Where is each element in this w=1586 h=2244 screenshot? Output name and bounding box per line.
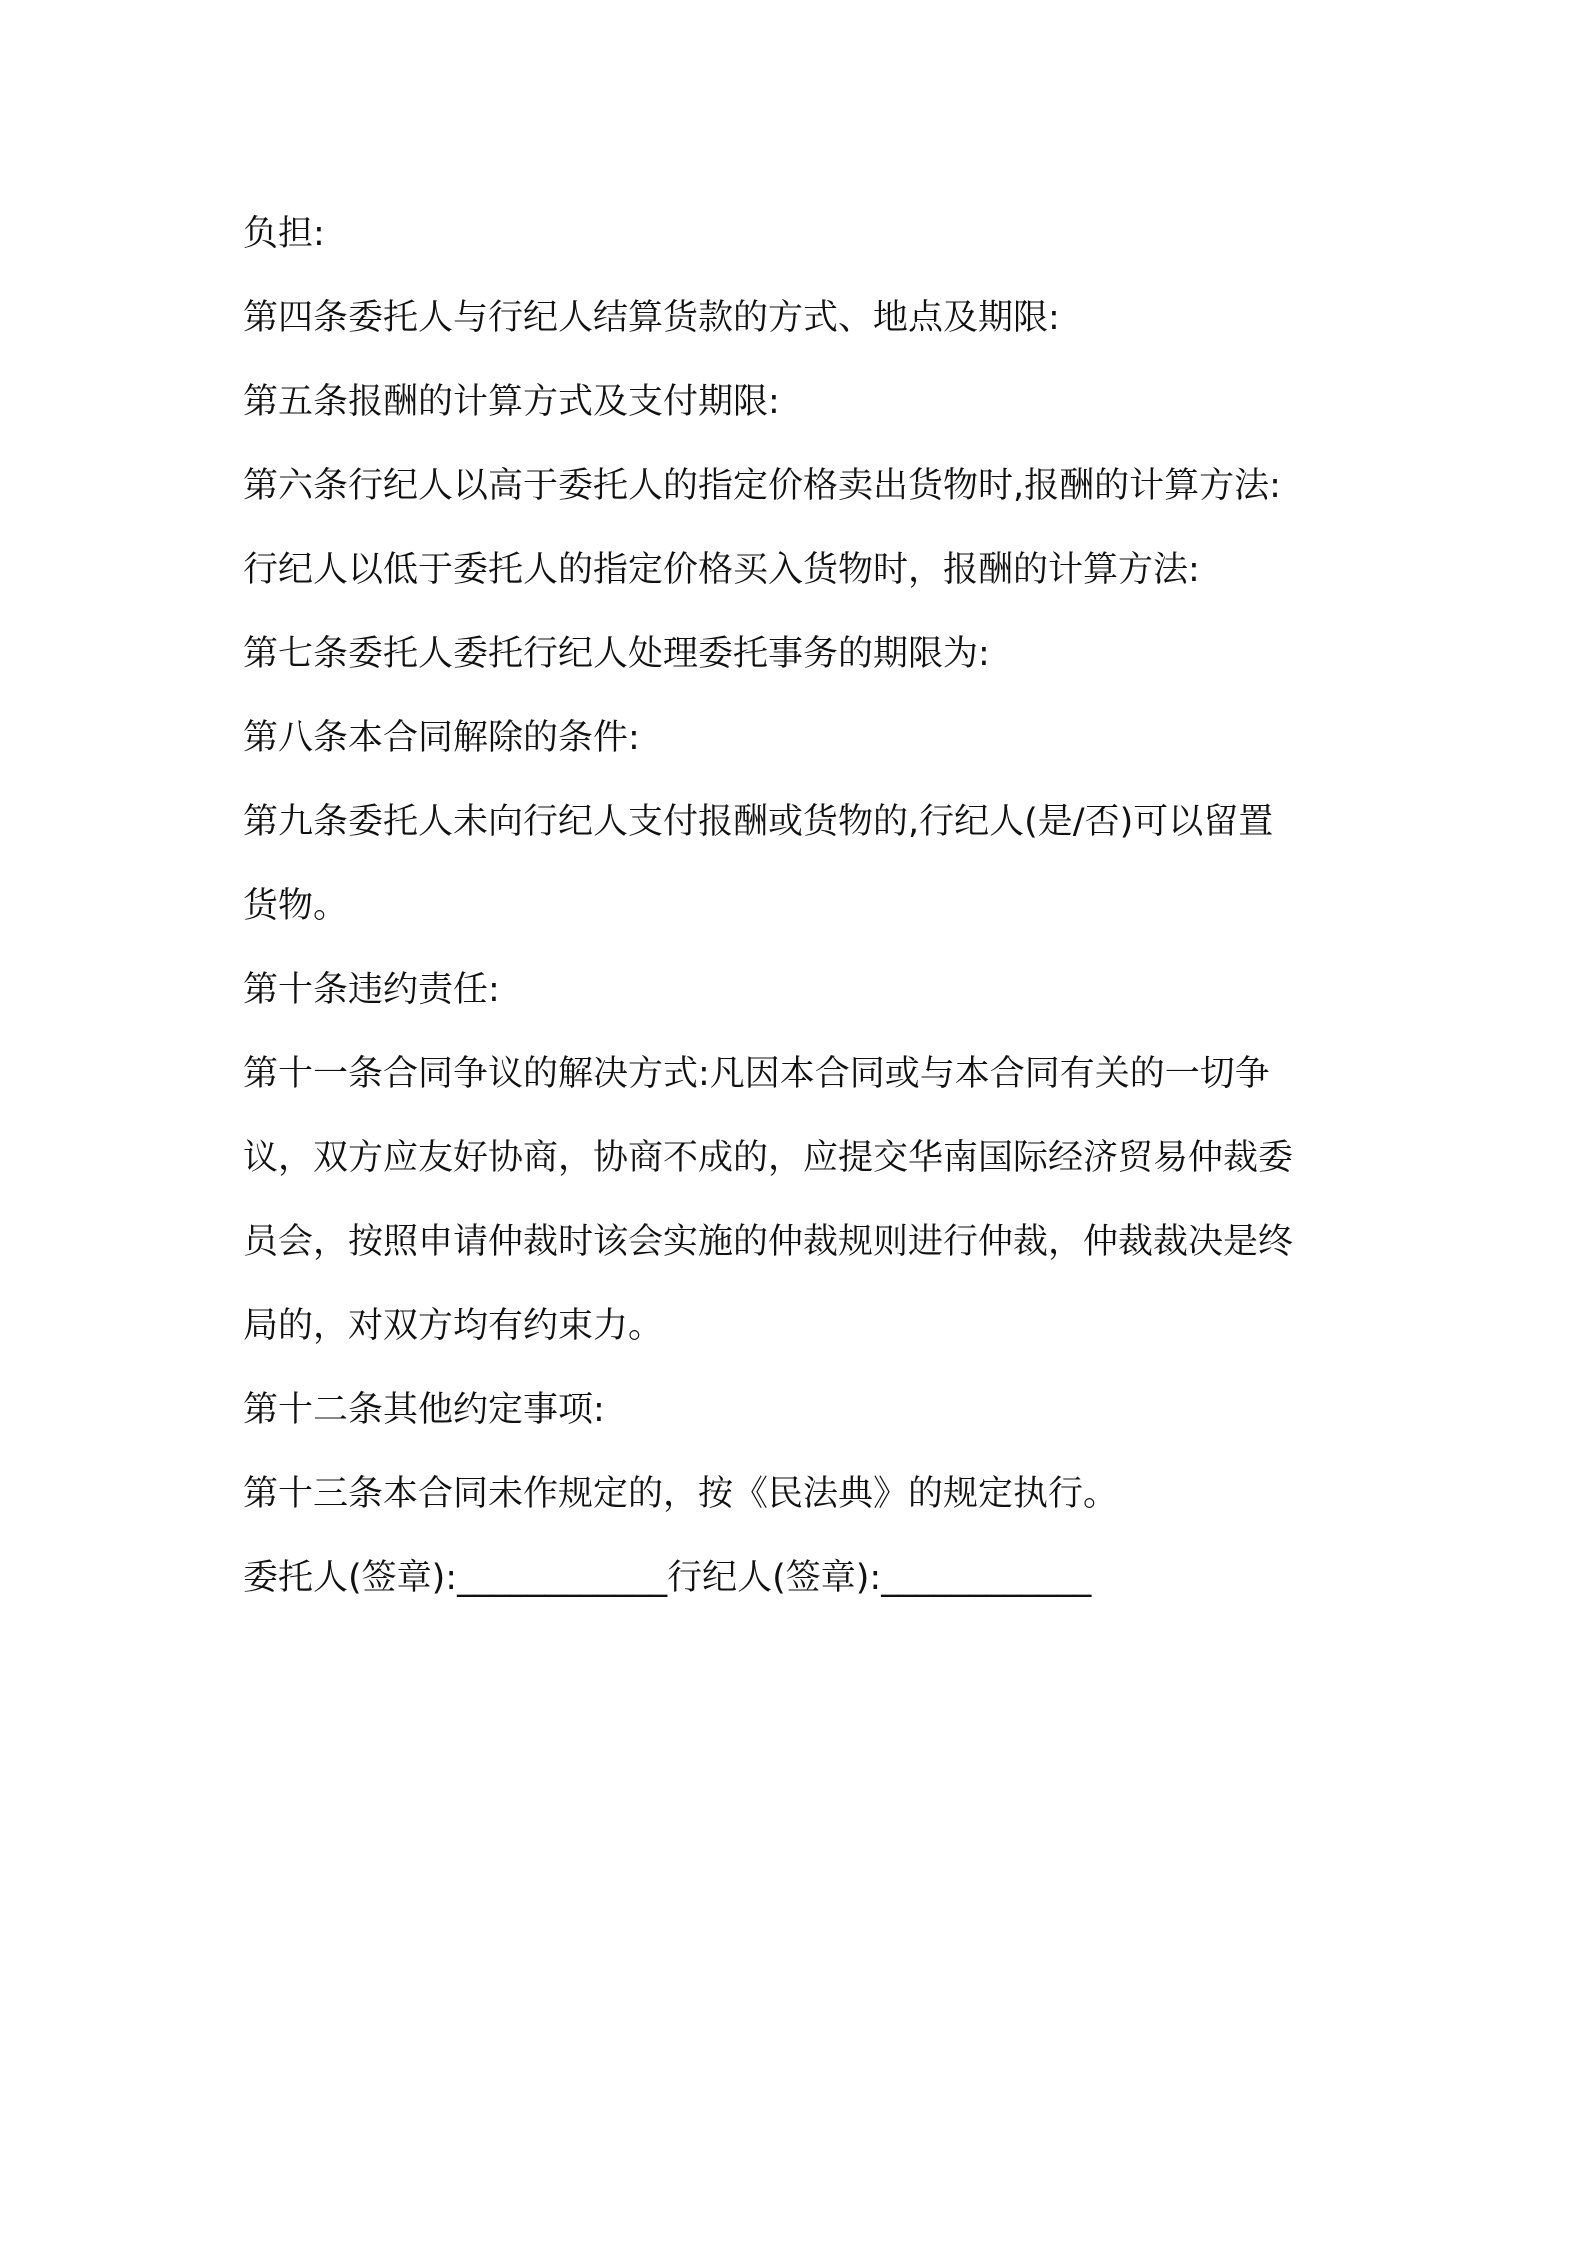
article-11-dispute-cont-2: 员会，按照申请仲裁时该会实施的仲裁规则进行仲裁，仲裁裁决是终 <box>243 1222 1294 1262</box>
article-6-sell-price: 第六条行纪人以高于委托人的指定价格卖出货物时,报酬的计算方法: <box>243 466 1281 506</box>
article-10-liability: 第十条违约责任: <box>243 970 500 1010</box>
article-9-lien-cont: 货物。 <box>243 886 349 926</box>
signature-line: 委托人(签章):____________行纪人(签章):____________ <box>243 1558 1092 1598</box>
article-13-civil-code: 第十三条本合同未作规定的，按《民法典》的规定执行。 <box>243 1474 1119 1514</box>
article-11-dispute: 第十一条合同争议的解决方式:凡因本合同或与本合同有关的一切争 <box>243 1054 1270 1094</box>
article-11-dispute-cont-3: 局的，对双方均有约束力。 <box>243 1306 664 1346</box>
article-6-buy-price: 行纪人以低于委托人的指定价格买入货物时，报酬的计算方法: <box>243 550 1200 590</box>
article-12-other: 第十二条其他约定事项: <box>243 1390 605 1430</box>
article-9-lien: 第九条委托人未向行纪人支付报酬或货物的,行纪人(是/否)可以留置 <box>243 802 1274 842</box>
article-4-settlement: 第四条委托人与行纪人结算货款的方式、地点及期限: <box>243 298 1060 338</box>
article-8-termination: 第八条本合同解除的条件: <box>243 718 640 758</box>
article-7-term: 第七条委托人委托行纪人处理委托事务的期限为: <box>243 634 990 674</box>
text-line: 负担: <box>243 214 325 254</box>
document-body <box>243 192 1383 1620</box>
article-5-remuneration: 第五条报酬的计算方式及支付期限: <box>243 382 780 422</box>
article-11-dispute-cont-1: 议，双方应友好协商，协商不成的，应提交华南国际经济贸易仲裁委 <box>243 1138 1294 1178</box>
